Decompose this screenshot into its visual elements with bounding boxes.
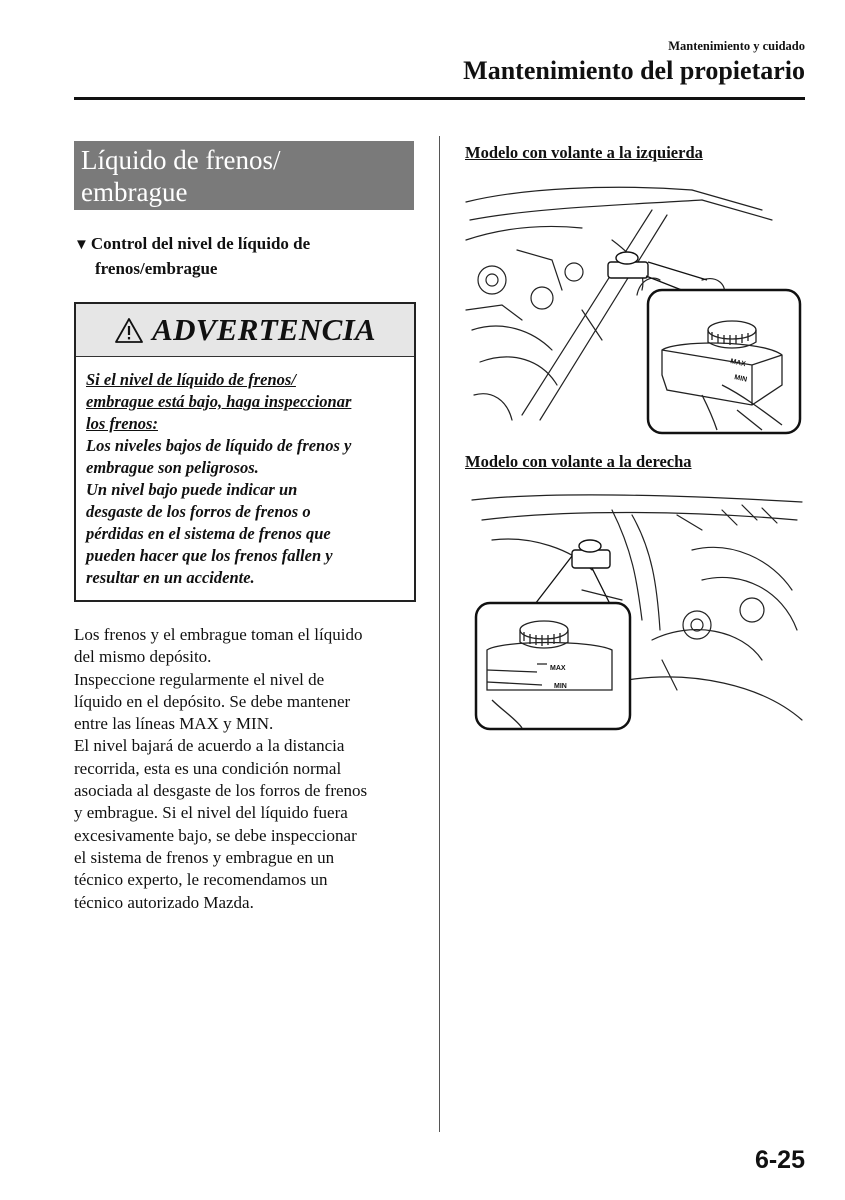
subheading-line-2: frenos/embrague bbox=[95, 259, 218, 278]
warning-line: pueden hacer que los frenos fallen y bbox=[86, 546, 333, 565]
warning-header bbox=[76, 304, 414, 357]
section-header: Mantenimiento del propietario bbox=[463, 56, 805, 85]
body-line: técnico autorizado Mazda. bbox=[74, 892, 254, 912]
warning-underlined-line: los frenos: bbox=[86, 414, 158, 433]
warning-line: Un nivel bajo puede indicar un bbox=[86, 480, 298, 499]
body-line: del mismo depósito. bbox=[74, 647, 212, 667]
section-title-line-1: Líquido de frenos/ bbox=[81, 145, 281, 175]
warning-line: embrague son peligrosos. bbox=[86, 458, 259, 477]
warning-line: Los niveles bajos de líquido de frenos y bbox=[86, 436, 352, 455]
warning-body bbox=[76, 357, 414, 589]
section-title bbox=[74, 141, 414, 210]
body-text bbox=[74, 624, 424, 914]
figure-caption-left-hand: Modelo con volante a la izquierda bbox=[465, 143, 703, 162]
warning-title: ADVERTENCIA bbox=[152, 312, 376, 347]
subheading-line-1: Control del nivel de líquido de bbox=[90, 234, 311, 253]
column-divider bbox=[439, 136, 440, 1132]
max-label-lhd: MAX bbox=[729, 358, 747, 369]
warning-line: resultar en un accidente. bbox=[86, 568, 255, 587]
body-line: Los frenos y el embrague toman el líquido bbox=[74, 625, 363, 644]
warning-underlined-line: embrague está bajo, haga inspeccionar bbox=[86, 392, 352, 411]
body-line: Inspeccione regularmente el nivel de bbox=[74, 669, 325, 689]
body-line: excesivamente bajo, se debe inspeccionar bbox=[74, 825, 357, 845]
body-line: El nivel bajará de acuerdo a la distancia bbox=[74, 736, 345, 756]
body-line: y embrague. Si el nivel del líquido fuera bbox=[74, 803, 348, 823]
engine-bay-illustration-rhd bbox=[462, 490, 807, 732]
subheading bbox=[74, 232, 424, 281]
min-label-lhd: MIN bbox=[733, 374, 748, 384]
header-rule bbox=[74, 97, 805, 100]
triangle-bullet-icon: ▼ bbox=[74, 237, 89, 253]
engine-bay-illustration-lhd bbox=[462, 180, 807, 435]
section-title-line-2: embrague bbox=[81, 177, 188, 207]
page-number: 6-25 bbox=[754, 1146, 805, 1174]
body-line: técnico experto, le recomendamos un bbox=[74, 870, 328, 890]
warning-line: desgaste de los forros de frenos o bbox=[86, 502, 311, 521]
warning-underlined-line: Si el nivel de líquido de frenos/ bbox=[86, 370, 296, 389]
warning-triangle-icon bbox=[114, 317, 144, 344]
min-label-rhd: MIN bbox=[554, 683, 567, 690]
body-line: asociada al desgaste de los forros de frenos bbox=[74, 781, 368, 801]
body-line: líquido en el depósito. Se debe mantener bbox=[74, 691, 351, 711]
figure-caption-right-hand: Modelo con volante a la derecha bbox=[465, 452, 692, 471]
max-label-rhd: MAX bbox=[550, 665, 566, 672]
chapter-label: Mantenimiento y cuidado bbox=[668, 39, 805, 53]
warning-box bbox=[74, 302, 416, 602]
warning-line: pérdidas en el sistema de frenos que bbox=[86, 524, 331, 543]
body-line: entre las líneas MAX y MIN. bbox=[74, 714, 274, 734]
body-line: el sistema de frenos y embrague en un bbox=[74, 847, 335, 867]
body-line: recorrida, esta es una condición normal bbox=[74, 758, 342, 778]
